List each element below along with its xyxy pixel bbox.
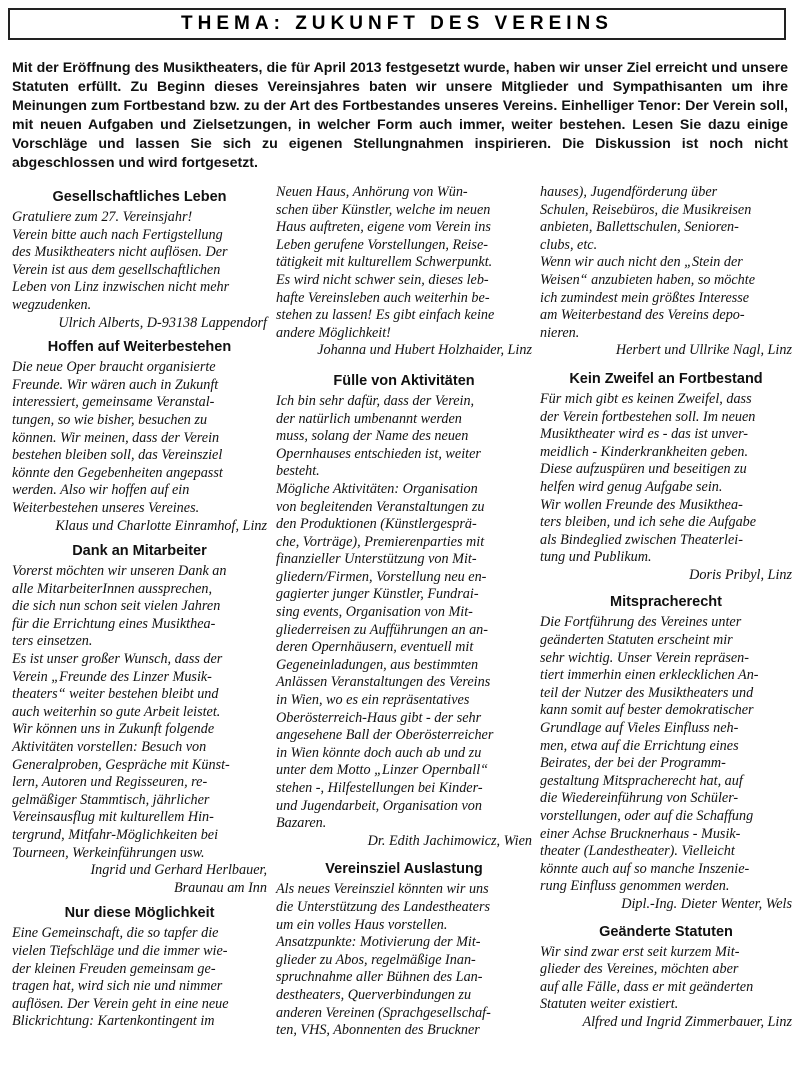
column-1 — [12, 188, 267, 1031]
article-author: Johanna und Hubert Holzhaider, Linz — [317, 342, 532, 359]
article-headline: Fülle von Aktivitäten — [333, 372, 475, 389]
article-gesellschaftliches-leben — [12, 188, 267, 332]
article-headline: Dank an Mitarbeiter — [72, 543, 207, 560]
article-body: Als neues Vereinsziel könnten wir uns die Unterstützung des Landestheaters um ein volles Haus vorstellen. Ansatzpunkte: Motivierung der Mit- glieder zu Abos, regelmäßige Inan- spruchnahme aller Bühnen des Lan- destheaters, Querverbindungen zu anderen Vereinen (Sprachgesellschaf- ten, VHS, Abonnenten des Bruckner — [276, 881, 491, 1039]
article-fuelle-von-aktivitaeten — [276, 372, 532, 850]
article-author: Ulrich Alberts, D-93138 Lappendorf — [58, 314, 267, 331]
article-headline: Nur diese Möglichkeit — [64, 905, 215, 922]
article-body: Für mich gibt es keinen Zweifel, dass der Verein fortbestehen soll. Im neuen Musiktheater wird es - das ist unver- meidlich - Kinderkrankheiten geben. Diese aufzuspüren und beseitigen zu helfen wird genug Aufgabe sein. Wir wollen Freunde des Musikthea- ters bleiben, und ich sehe die Aufgabe als Bindeglied zwischen Theaterlei- tung und Publikum. — [540, 390, 757, 566]
article-headline: Vereinsziel Auslastung — [325, 861, 483, 878]
article-body: Die neue Oper braucht organisierte Freunde. Wir wären auch in Zukunft interessiert, gemeinsame Veranstal- tungen, so wie bisher, besuchen zu können. Wir meinen, dass der Verein bestehen bleiben soll, das Vereinsziel könnte den Gegebenheiten angepasst werden. Also wir hoffen auf ein Weiterbestehen unseres Vereines. — [12, 359, 223, 516]
article-body: Ich bin sehr dafür, dass der Verein, der natürlich umbenannt werden muss, solang der Name des neuen Opernhauses entschieden ist, weiter besteht. Mögliche Aktivitäten: Organisation von begleitenden Veranstaltungen zu den Produktionen (Künstlergesprä- che, Vorträge), Premierenparties mit finanzieller Unterstützung von Mit- gliedern/Firmen, Vorstellung neu en- gagierter junger Künstler, Fundrai- sing events, Organisation von Mit- gliederreisen zu Aufführungen an an- deren Opernhäusern, eventuell mit Gegeneinladungen, aus bestimmten Anlässen Veranstaltungen des Vereins in Wien, wo es ein repräsentatives Oberösterreich-Haus gibt - der sehr angesehene Ball der Oberösterreicher in Wien könnte doch auch ab und zu unter dem Motto „Linzer Opernball“ stehen -, Hilfestellungen bei Kinder- und Jugendarbeit, Organisation von Bazaren. — [276, 392, 494, 832]
intro-paragraph: Mit der Eröffnung des Musiktheaters, die für April 2013 festgesetzt wurde, haben wir unser Ziel erreicht und unsere Statuten erfüllt. Zu Beginn dieses Vereinsjahres baten wir unsere Mitglieder und Sympathisanten um ihre Meinungen zum Fortbestand bzw. zu der Art des Fortbestandes unseres Vereins. Einhelliger Tenor: Der Verein soll, mit neuen Aufgaben und Zielsetzungen, in welcher Form auch immer, weiter bestehen. Lesen Sie dazu einige Vorschläge und lassen Sie sich zu eigenen Stellungnahmen inspirieren. Die Diskussion ist noch nicht abgeschlossen und wird fortgesetzt. — [12, 60, 788, 171]
article-mitspracherecht — [540, 593, 792, 913]
article-vereinsziel-auslastung-continued — [540, 184, 792, 360]
page-title: THEMA: ZUKUNFT DES VEREINS — [8, 8, 786, 40]
article-nur-diese-moeglichkeit-continued — [276, 184, 532, 360]
article-nur-diese-moeglichkeit — [12, 904, 267, 1031]
article-author: Ingrid und Gerhard Herlbauer, Braunau am Inn — [90, 862, 267, 896]
column-3 — [540, 184, 792, 1032]
article-body: Gratuliere zum 27. Vereinsjahr! Verein bitte auch nach Fertigstellung des Musiktheaters nicht auflösen. Der Verein ist aus dem gesellschaftlichen Leben von Linz inzwischen nicht mehr wegzudenken. — [12, 209, 230, 313]
article-author: Klaus und Charlotte Einramhof, Linz — [55, 517, 267, 534]
article-kein-zweifel-an-fortbestand — [540, 370, 792, 585]
article-author: Dr. Edith Jachimowicz, Wien — [367, 832, 532, 849]
article-headline: Gesellschaftliches Leben — [52, 189, 227, 205]
article-headline: Geänderte Statuten — [599, 923, 733, 940]
article-body: Vorerst möchten wir unseren Dank an alle MitarbeiterInnen aussprechen, die sich nun schon seit vielen Jahren für die Errichtung eines Musikthea- ters einsetzen. Es ist unser großer Wunsch, dass der Verein „Freunde des Linzer Musik- theaters“ weiter bestehen bleibt und auch weiterhin so gute Arbeit leistet. Wir können uns in Zukunft folgende Aktivitäten vorstellen: Besuch von Generalproben, Gespräche mit Künst- lern, Autoren und Regisseuren, re- gelmäßiger Stammtisch, jährlicher Vereinsausflug mit kulturellem Hin- tergrund, Mitfahr-Möglichkeiten bei Tourneen, Werkeinführungen usw. — [12, 563, 230, 861]
article-body-continued: hauses), Jugendförderung über Schulen, Reisebüros, die Musikreisen anbieten, Ballettschulen, Senioren- clubs, etc. Wenn wir auch nicht den „Stein der Weisen“ anzubieten haben, so möchte ich zumindest mein größtes Interesse am Weiterbestand des Vereins depo- nieren. — [540, 184, 756, 341]
article-body: Wir sind zwar erst seit kurzem Mit- glieder des Vereines, möchten aber auf alle Fälle, dass er mit geänderten Statuten weiter existiert. — [540, 943, 754, 1013]
article-author: Doris Pribyl, Linz — [689, 566, 792, 583]
article-body-continued: Neuen Haus, Anhörung von Wün- schen über Künstler, welche im neuen Haus auftreten, eigene vom Verein ins Leben gerufene Vorstellungen, Reise- tätigkeit mit kulturellem Schwerpunkt. Es wird nicht schwer sein, dieses leb- hafte Vereinsleben auch weiterhin be- stehen zu lassen! Es gibt einfach keine andere Möglichkeit! — [276, 184, 495, 341]
article-vereinsziel-auslastung — [276, 860, 532, 1039]
article-headline: Mitspracherecht — [609, 594, 722, 611]
column-2 — [276, 184, 532, 1040]
article-headline: Kein Zweifel an Fortbestand — [569, 370, 763, 387]
article-author: Herbert und Ullrike Nagl, Linz — [615, 342, 792, 359]
article-dank-an-mitarbeiter — [12, 542, 267, 897]
article-headline: Hoffen auf Weiterbestehen — [47, 339, 232, 356]
article-geaenderte-statuten — [540, 923, 792, 1032]
article-author: Alfred und Ingrid Zimmerbauer, Linz — [582, 1013, 792, 1030]
article-body: Eine Gemeinschaft, die so tapfer die vielen Tiefschläge und die immer wie- der kleinen Freuden gemeinsam ge- tragen hat, wird sich nie und nimmer auflösen. Der Verein geht in eine neue Blickrichtung: Kartenkontingent im — [12, 925, 229, 1030]
article-author: Dipl.-Ing. Dieter Wenter, Wels — [621, 895, 792, 912]
article-body: Die Fortführung des Vereines unter geänderten Statuten erscheint mir sehr wichtig. Unser Verein repräsen- tiert immerhin einen erklecklichen An- teil der Nutzer des Musiktheaters und kann somit auf bester demokratischer Grundlage auf Vieles Einfluss neh- men, etwa auf die Errichtung eines Beirates, der bei der Programm- gestaltung Mitspracherecht hat, auf die Wiedereinführung von Schüler- vorstellungen, oder auf die Schaffung einer Achse Brucknerhaus - Musik- theater (Landestheater). Vielleicht könnte auch auf so manche Inszenie- rung Einfluss genommen werden. — [540, 614, 759, 895]
article-hoffen-auf-weiterbestehen — [12, 338, 267, 535]
